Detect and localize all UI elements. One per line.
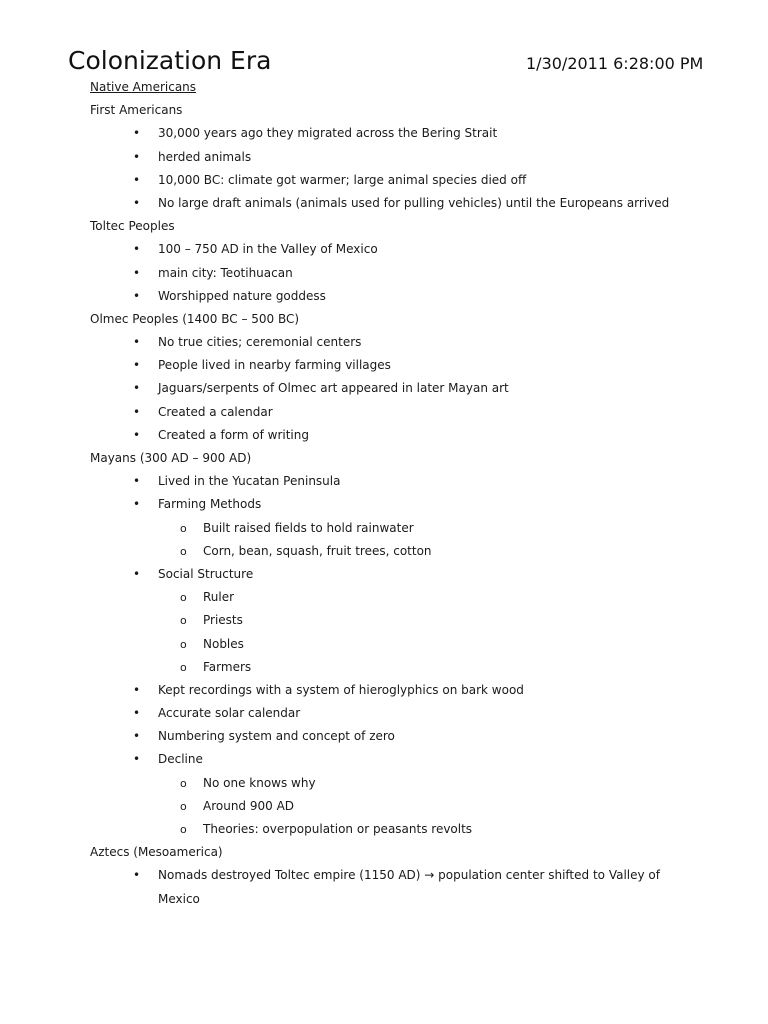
bullet-icon: • xyxy=(133,195,141,210)
bullet-icon: • xyxy=(133,706,141,721)
bullet-icon: • xyxy=(133,729,141,744)
list-item: • 30,000 years ago they migrated across the Bering Strait xyxy=(0,122,768,145)
sub-list-item: o Priests xyxy=(0,609,768,632)
section-heading-native-americans: Native Americans xyxy=(90,80,197,94)
section-heading-toltec: Toltec Peoples xyxy=(90,219,175,234)
bullet-icon: • xyxy=(133,682,141,697)
list-item: • herded animals xyxy=(0,146,768,169)
list-item: • Jaguars/serpents of Olmec art appeared in later Mayan art xyxy=(0,377,768,400)
sub-bullet-icon: o xyxy=(180,637,187,651)
list-item: • Created a calendar xyxy=(0,401,768,424)
notes-body xyxy=(0,76,768,911)
bullet-icon: • xyxy=(133,242,141,257)
section-heading-aztecs: Aztecs (Mesoamerica) xyxy=(90,845,223,860)
sub-list-item: o Ruler xyxy=(0,586,768,609)
list-item: • Accurate solar calendar xyxy=(0,702,768,725)
sub-list-item: o No one knows why xyxy=(0,772,768,795)
sub-list-item: o Around 900 AD xyxy=(0,795,768,818)
list-item: • Worshipped nature goddess xyxy=(0,285,768,308)
bullet-icon: • xyxy=(133,149,141,164)
list-item: • No true cities; ceremonial centers xyxy=(0,331,768,354)
list-item: • 100 – 750 AD in the Valley of Mexico xyxy=(0,238,768,261)
timestamp: 1/30/2011 6:28:00 PM xyxy=(526,54,704,73)
bullet-icon: • xyxy=(133,752,141,767)
sub-list-item: o Corn, bean, squash, fruit trees, cotton xyxy=(0,540,768,563)
bullet-icon: • xyxy=(133,126,141,141)
list-item: • No large draft animals (animals used for pulling vehicles) until the Europeans arrived xyxy=(0,192,768,215)
sub-list-item: o Theories: overpopulation or peasants revolts xyxy=(0,818,768,841)
sub-bullet-icon: o xyxy=(180,799,187,813)
bullet-icon: • xyxy=(133,265,141,280)
sub-bullet-icon: o xyxy=(180,660,187,674)
sub-bullet-icon: o xyxy=(180,614,187,628)
page-title: Colonization Era xyxy=(68,46,272,75)
list-item: • main city: Teotihuacan xyxy=(0,262,768,285)
bullet-icon: • xyxy=(133,474,141,489)
list-item: • People lived in nearby farming villages xyxy=(0,354,768,377)
list-item-continuation: Mexico xyxy=(158,891,200,906)
bullet-icon: • xyxy=(133,868,141,883)
section-heading-olmec: Olmec Peoples (1400 BC – 500 BC) xyxy=(90,311,300,326)
sub-list-item: o Built raised fields to hold rainwater xyxy=(0,517,768,540)
bullet-icon: • xyxy=(133,497,141,512)
bullet-icon: • xyxy=(133,404,141,419)
sub-bullet-icon: o xyxy=(180,591,187,605)
sub-bullet-icon: o xyxy=(180,776,187,790)
list-item: • Lived in the Yucatan Peninsula xyxy=(0,470,768,493)
section-heading-mayans: Mayans (300 AD – 900 AD) xyxy=(90,451,252,465)
bullet-icon: • xyxy=(133,358,141,373)
bullet-icon: • xyxy=(133,427,141,442)
sub-bullet-icon: o xyxy=(180,544,187,558)
list-item: • Kept recordings with a system of hieroglyphics on bark wood xyxy=(0,679,768,702)
section-heading-first-americans: First Americans xyxy=(90,103,183,118)
bullet-icon: • xyxy=(133,335,141,350)
list-item: • Decline xyxy=(0,748,768,771)
bullet-icon: • xyxy=(133,288,141,303)
list-item: • Nomads destroyed Toltec empire (1150 AD) → population center shifted to Valley of xyxy=(0,864,768,887)
sub-bullet-icon: o xyxy=(180,521,187,535)
list-item: • Farming Methods xyxy=(0,493,768,516)
list-item: • Numbering system and concept of zero xyxy=(0,725,768,748)
sub-list-item: o Farmers xyxy=(0,656,768,679)
list-item: • Social Structure xyxy=(0,563,768,586)
bullet-icon: • xyxy=(133,381,141,396)
sub-list-item: o Nobles xyxy=(0,633,768,656)
bullet-icon: • xyxy=(133,566,141,581)
bullet-icon: • xyxy=(133,172,141,187)
sub-bullet-icon: o xyxy=(180,823,187,836)
list-item: • Created a form of writing xyxy=(0,424,768,447)
list-item: • 10,000 BC: climate got warmer; large animal species died off xyxy=(0,169,768,192)
